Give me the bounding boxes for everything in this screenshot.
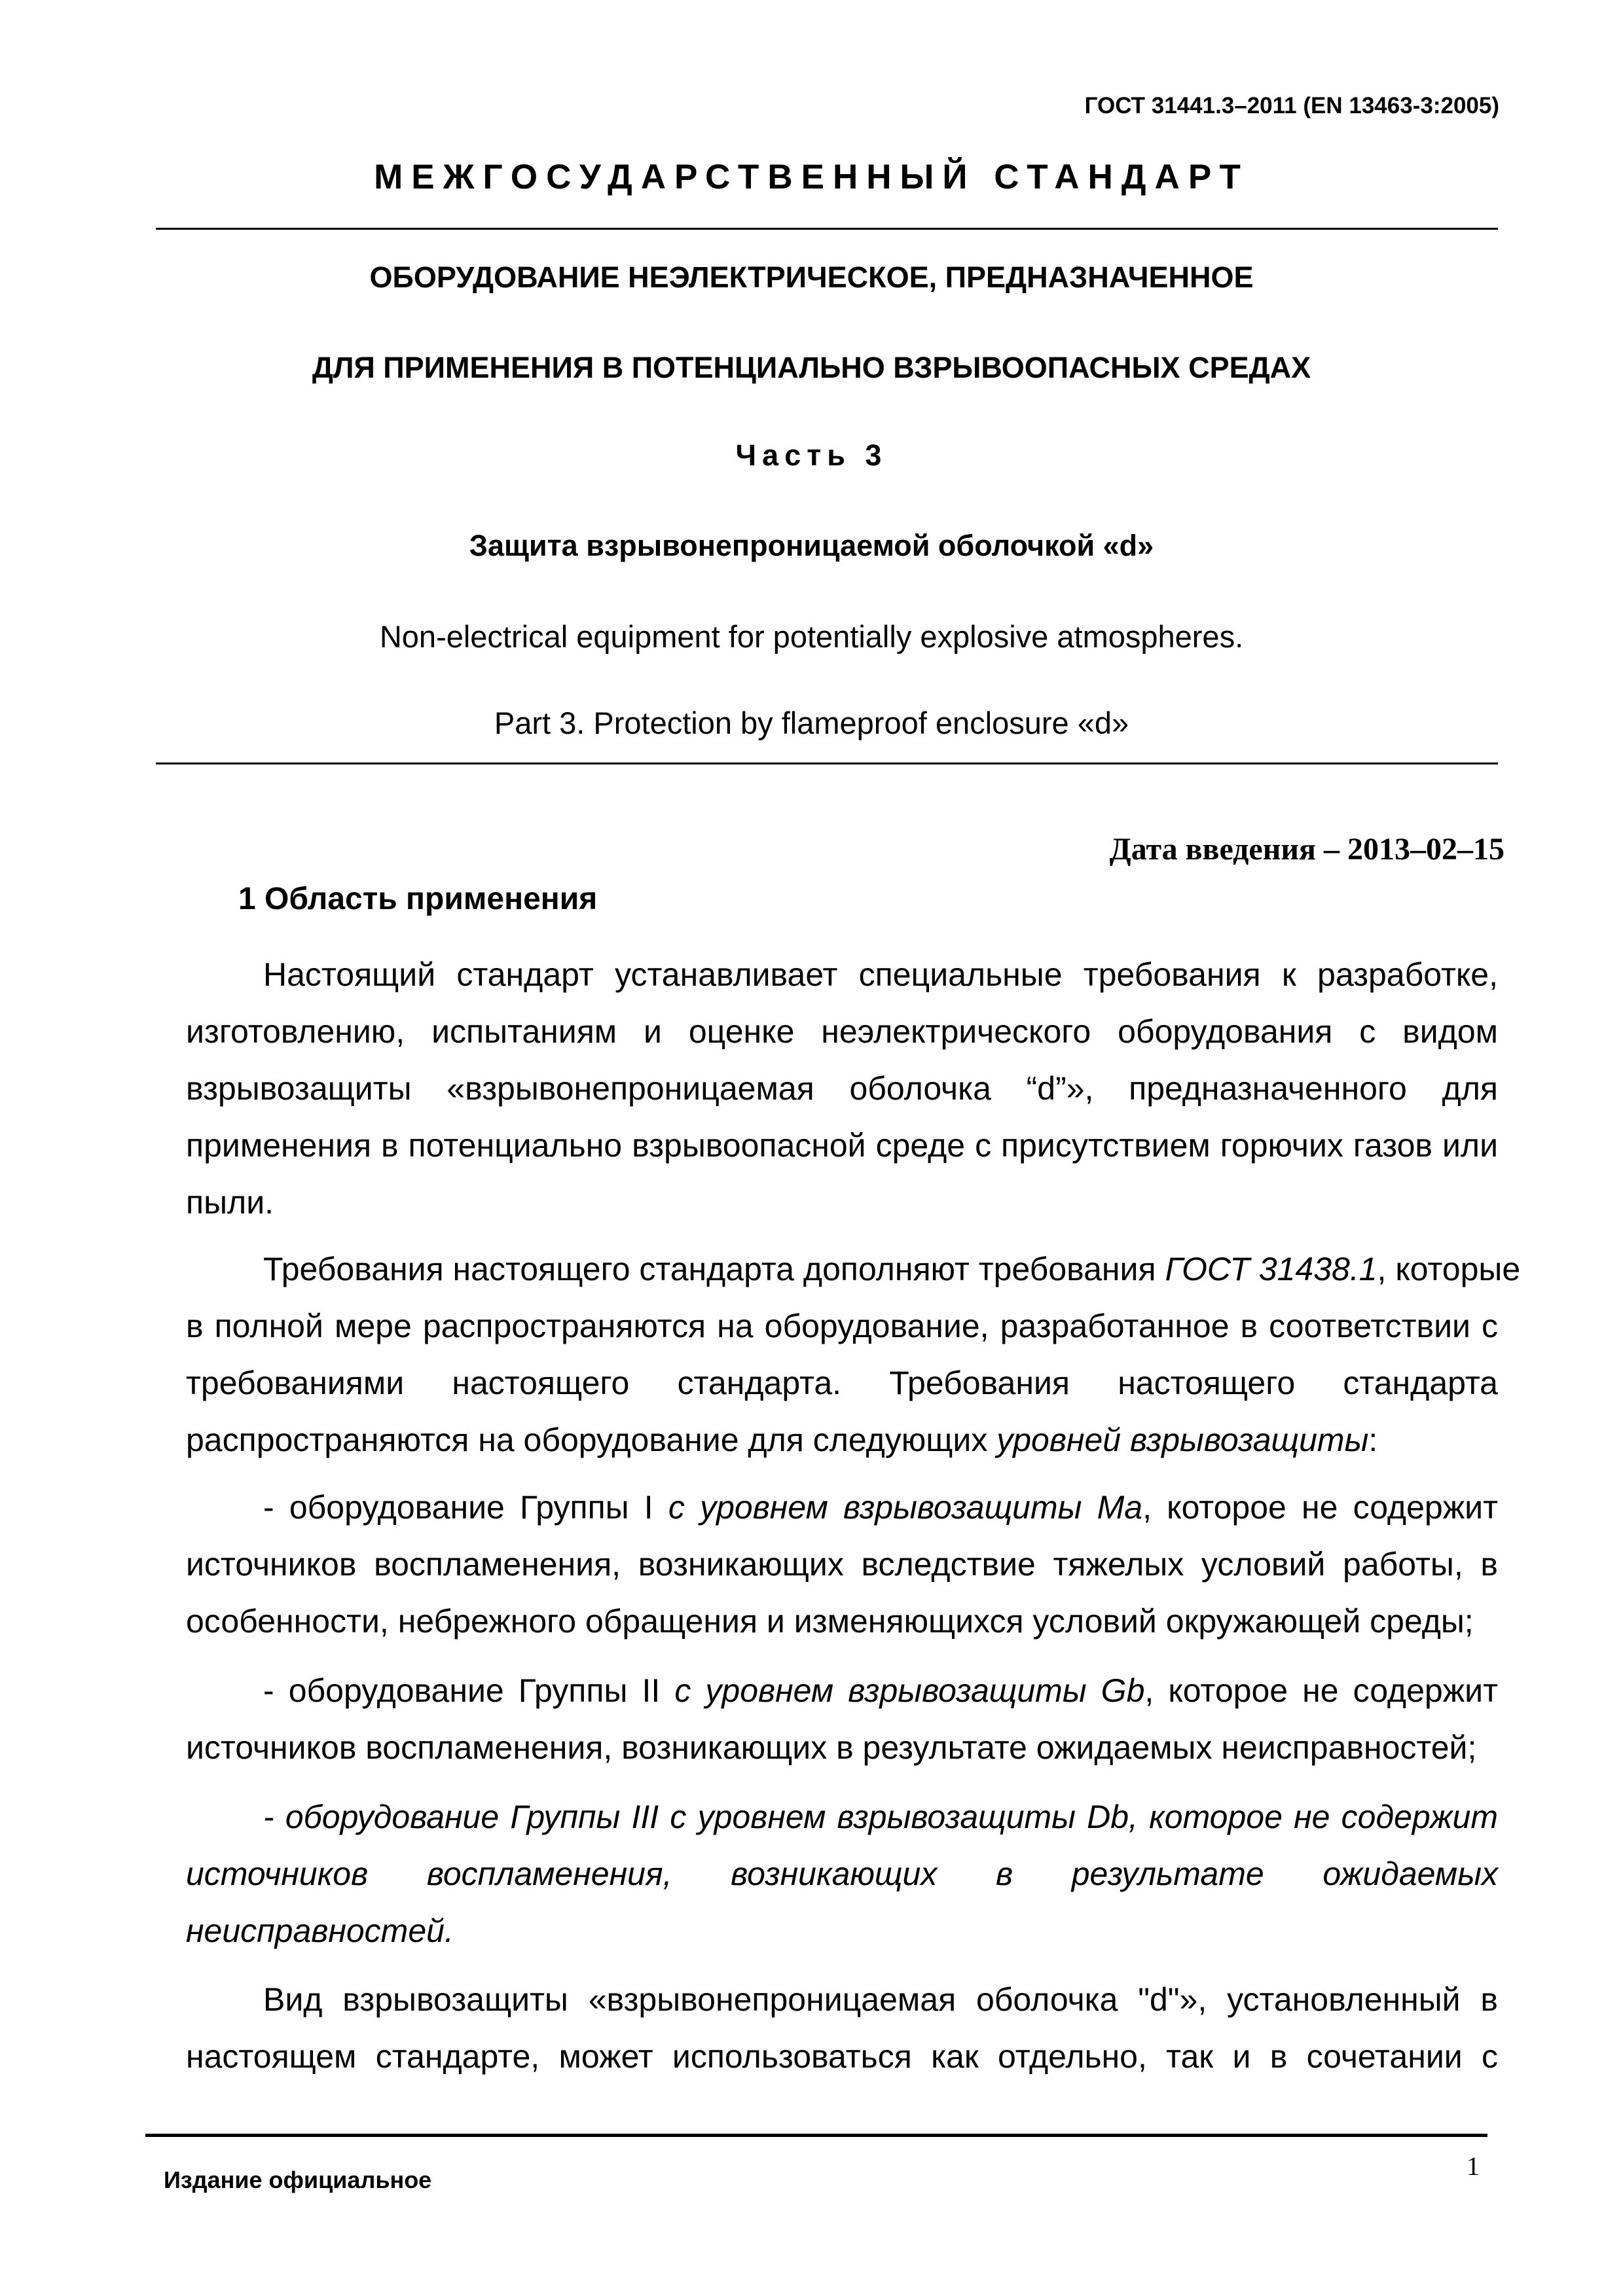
paragraph-line: - оборудование Группы I с уровнем взрывозащиты Ma, которое не содержит (263, 1489, 1498, 1526)
paragraph-line: источников воспламенения, возникающих вследствие тяжелых условий работы, в (186, 1546, 1498, 1583)
paragraph-line: требованиями настоящего стандарта. Требования настоящего стандарта (186, 1365, 1498, 1401)
paragraph-line: Вид взрывозащиты «взрывонепроницаемая оболочка "d"», установленный в (263, 1981, 1498, 2018)
header-rule (156, 228, 1498, 230)
title-rule (156, 762, 1498, 764)
reference-link: ГОСТ 31438.1 (1165, 1251, 1377, 1287)
subtitle: Защита взрывонепроницаемой оболочкой «d» (469, 529, 1154, 562)
bullet-group-1 (186, 1479, 1498, 1650)
paragraph-line: особенности, небрежного обращения и изменяющихся условий окружающей среды; (186, 1603, 1474, 1640)
paragraph-line: настоящем стандарте, может использоваться как отдельно, так и в сочетании с (186, 2038, 1498, 2075)
edition-label: Издание официальное (164, 2166, 432, 2193)
paragraph-scope-3 (186, 1971, 1498, 2085)
standard-code: ГОСТ 31441.3–2011 (EN 13463-3:2005) (1084, 93, 1499, 118)
paragraph-scope-1 (186, 946, 1498, 1231)
paragraph-scope-2 (186, 1241, 1521, 1469)
bullet-group-2 (186, 1662, 1498, 1776)
paragraph-line: применения в потенциально взрывоопасной среде с присутствием горючих газов или (186, 1127, 1498, 1164)
section-heading: 1 Область применения (238, 882, 598, 916)
introduction-date: Дата введения – 2013–02–15 (1109, 832, 1504, 867)
bullet-group-3 (186, 1789, 1498, 1960)
paragraph-line: - оборудование Группы III с уровнем взрывозащиты Db, которое не содержит (263, 1799, 1498, 1835)
paragraph-line: неисправностей. (186, 1912, 454, 1949)
document-type: МЕЖГОСУДАРСТВЕННЫЙ СТАНДАРТ (374, 158, 1249, 196)
paragraph-line: Требования настоящего стандарта дополняют требования ГОСТ 31438.1, которые (263, 1251, 1521, 1287)
paragraph-line: взрывозащиты «взрывонепроницаемая оболочка “d”», предназначенного для (186, 1070, 1498, 1107)
english-title-line-1: Non-electrical equipment for potentially explosive atmospheres. (379, 619, 1244, 654)
english-title-line-2: Part 3. Protection by flameproof enclosure «d» (494, 706, 1129, 740)
page-number: 1 (1467, 2151, 1480, 2181)
paragraph-line: пыли. (186, 1184, 274, 1221)
paragraph-line: изготовлению, испытаниям и оценке неэлектрического оборудования с видом (186, 1013, 1498, 1050)
footer-rule (145, 2134, 1487, 2137)
paragraph-line: распространяются на оборудование для следующих уровней взрывозащиты: (186, 1422, 1378, 1458)
part-label: Часть 3 (735, 439, 888, 472)
title-line-1: ОБОРУДОВАНИЕ НЕЭЛЕКТРИЧЕСКОЕ, ПРЕДНАЗНАЧЕННОЕ (369, 260, 1254, 294)
paragraph-line: в полной мере распространяются на оборудование, разработанное в соответствии с (186, 1308, 1498, 1344)
paragraph-line: - оборудование Группы II с уровнем взрывозащиты Gb, которое не содержит (263, 1672, 1498, 1709)
paragraph-line: источников воспламенения, возникающих в результате ожидаемых неисправностей; (186, 1729, 1477, 1766)
title-line-2: ДЛЯ ПРИМЕНЕНИЯ В ПОТЕНЦИАЛЬНО ВЗРЫВООПАСНЫХ СРЕДАХ (312, 351, 1311, 384)
paragraph-line: источников воспламенения, возникающих в результате ожидаемых (186, 1856, 1498, 1892)
paragraph-line: Настоящий стандарт устанавливает специальные требования к разработке, (263, 956, 1498, 993)
